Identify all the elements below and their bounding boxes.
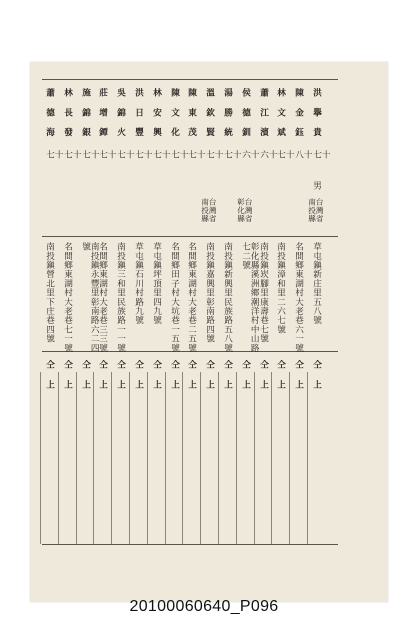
- address-cell: 草屯鎭新庄里五八號: [311, 242, 322, 325]
- name-cell: 施 錦 銀: [80, 88, 91, 137]
- address-cell: 南投鎭新興里民族路五八號: [222, 242, 233, 353]
- column-divider: [40, 372, 41, 544]
- bottom-rule: [42, 544, 338, 545]
- column-divider: [200, 372, 201, 544]
- age-cell: 十 七: [275, 150, 295, 160]
- name-cell: 林 文 斌: [275, 88, 286, 137]
- age-cell: 十 七: [186, 150, 206, 160]
- address-cell: 南投鎭永豐里彰南路六二四號: [80, 242, 100, 353]
- age-cell: 十 七: [204, 150, 224, 160]
- column-divider: [147, 372, 148, 544]
- age-cell: 十 七: [80, 150, 100, 160]
- remark-cell: 仝 上: [62, 360, 73, 389]
- remark-cell: 仝 上: [44, 360, 55, 389]
- column-divider: [218, 372, 219, 544]
- remark-cell: 仝 上: [169, 360, 180, 389]
- age-cell: 十 七: [44, 150, 64, 160]
- column-divider: [254, 372, 255, 544]
- column-divider: [271, 372, 272, 544]
- name-cell: 吳 錦 火: [115, 88, 126, 137]
- age-cell: 十 七: [115, 150, 135, 160]
- age-cell: 十 七: [311, 150, 331, 160]
- remark-cell: 仝 上: [311, 360, 322, 389]
- age-cell: 十 六: [240, 150, 260, 160]
- address-cell: 彰化縣溪洲鄉潮洋村中山路七二號: [240, 242, 260, 353]
- age-cell: 十 八: [293, 150, 313, 160]
- name-cell: 林 安 興: [151, 88, 162, 137]
- column-divider: [76, 372, 77, 544]
- name-cell: 陳 東 茂: [186, 88, 197, 137]
- remark-cell: 仝 上: [204, 360, 215, 389]
- gender-cell: 男: [311, 181, 322, 191]
- address-cell: 名間鄉田子村大坑巷一五號: [169, 242, 180, 353]
- address-cell: 草屯鎭石川村路九號: [133, 242, 144, 325]
- image-caption: 20100060640_P096: [129, 598, 279, 615]
- name-cell: 陳 文 化: [169, 88, 180, 137]
- column-divider: [289, 372, 290, 544]
- age-cell: 十 七: [62, 150, 82, 160]
- address-cell: 草屯鎭坪頂里四九號: [151, 242, 162, 325]
- column-divider: [58, 372, 59, 544]
- address-cell: 南投鎭崁腳里康壽巷七號: [258, 242, 269, 344]
- remark-cell: 仝 上: [115, 360, 126, 389]
- column-divider: [129, 372, 130, 544]
- name-cell: 蕭 德 海: [44, 88, 55, 137]
- address-cell: 名間鄉東湖村大老巷七一號: [62, 242, 73, 353]
- remark-cell: 仝 上: [293, 360, 304, 389]
- address-cell: 南投鎭嘉興里彰南路四號: [204, 242, 215, 344]
- name-cell: 莊 增 鐔: [97, 88, 108, 137]
- age-cell: 十 七: [222, 150, 242, 160]
- column-divider: [307, 372, 308, 544]
- remark-cell: 仝 上: [133, 360, 144, 389]
- column-divider: [165, 372, 166, 544]
- name-cell: 湯 勝 統: [222, 88, 233, 137]
- name-cell: 侯 德 釧: [240, 88, 251, 137]
- address-cell: 名間鄉東湖村大老巷六一號: [293, 242, 304, 353]
- age-cell: 十 七: [169, 150, 189, 160]
- address-cell: 南投鎭三和里民族路一一號: [115, 242, 126, 353]
- remark-cell: 仝 上: [80, 360, 91, 389]
- remark-cell: 仝 上: [97, 360, 108, 389]
- address-cell: 南投鎭漳和里二六七號: [275, 242, 286, 334]
- remark-cell: 仝 上: [222, 360, 233, 389]
- name-cell: 蕭 江 濱: [258, 88, 269, 137]
- remark-cell: 仝 上: [258, 360, 269, 389]
- address-cell: 南投鎭營北里下庄巷四號: [44, 242, 55, 344]
- column-divider: [236, 372, 237, 544]
- column-divider: [182, 372, 183, 544]
- remark-cell: 仝 上: [186, 360, 197, 389]
- age-cell: 十 六: [258, 150, 278, 160]
- recommend-unit-cell: 台灣省 南投縣: [200, 198, 218, 223]
- name-cell: 洪 日 豐: [133, 88, 144, 137]
- column-divider: [111, 372, 112, 544]
- remark-cell: 仝 上: [151, 360, 162, 389]
- age-cell: 十 七: [151, 150, 171, 160]
- name-cell: 林 長 發: [62, 88, 73, 137]
- remark-cell: 仝 上: [240, 360, 251, 389]
- name-cell: 溫 欽 賢: [204, 88, 215, 137]
- recommend-unit-cell: 台灣省 彰化縣: [236, 198, 254, 223]
- address-cell: 名間鄉東湖村大老巷三三號: [97, 242, 108, 353]
- remark-cell: 仝 上: [275, 360, 286, 389]
- section-rule: [42, 236, 338, 237]
- name-cell: 洪 擧 貴: [311, 88, 322, 137]
- recommend-unit-cell: 台灣省 南投縣: [307, 198, 325, 223]
- age-cell: 十 七: [97, 150, 117, 160]
- address-cell: 名間鄉東湖村大老巷二五號: [186, 242, 197, 353]
- column-divider: [93, 372, 94, 544]
- top-rule: [42, 79, 338, 80]
- name-cell: 陳 金 鈺: [293, 88, 304, 137]
- age-cell: 十 七: [133, 150, 153, 160]
